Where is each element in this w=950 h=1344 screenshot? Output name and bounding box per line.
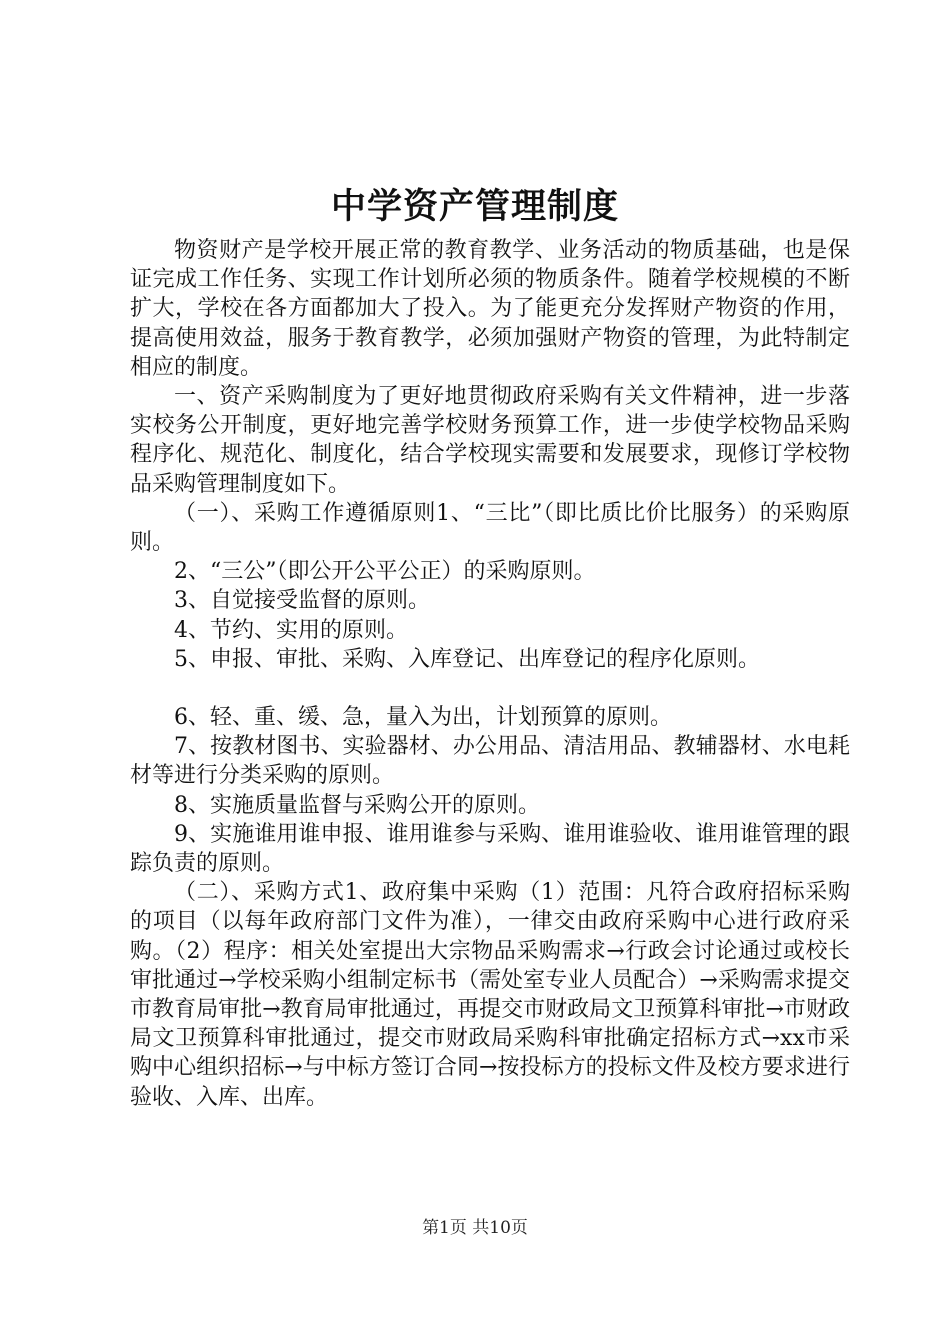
blank-line [130,674,850,703]
paragraph-principle-2: 2、“三公”（即公开公平公正）的采购原则。 [174,559,596,585]
paragraph-section-1: 一、资产采购制度为了更好地贯彻政府采购有关文件精神，进一步落实校务公开制度，更好地完善学校财务预算工作，进一步使学校物品采购程序化、规范化、制度化，结合学校现实需要和发展要求，现修订学校物品采购管理制度如下。 [130,384,850,497]
paragraph-principle-4: 4、节约、实用的原则。 [174,617,408,643]
document-body [130,236,850,1112]
paragraph-principle-9: 9、实施谁用谁申报、谁用谁参与采购、谁用谁验收、谁用谁管理的跟踪负责的原则。 [130,821,850,877]
paragraph-intro: 物资财产是学校开展正常的教育教学、业务活动的物质基础，也是保证完成工作任务、实现工作计划所必须的物质条件。随着学校规模的不断扩大，学校在各方面都加大了投入。为了能更充分发挥财产物资的作用，提高使用效益，服务于教育教学，必须加强财产物资的管理，为此特制定相应的制度。 [130,238,850,380]
paragraph-principle-5: 5、申报、审批、采购、入库登记、出库登记的程序化原则。 [174,646,760,672]
paragraph-principle-6: 6、轻、重、缓、急，量入为出，计划预算的原则。 [174,705,672,731]
paragraph-principles-heading: （一）、采购工作遵循原则1、“三比”（即比质比价比服务）的采购原则。 [130,500,850,556]
paragraph-principle-3: 3、自觉接受监督的原则。 [174,588,430,614]
page-number-footer: 第1页 共10页 [422,1218,528,1238]
paragraph-principle-7: 7、按教材图书、实验器材、办公用品、清洁用品、教辅器材、水电耗材等进行分类采购的原则。 [130,734,850,789]
document-title: 中学资产管理制度 [330,187,619,227]
paragraph-principle-8: 8、实施质量监督与采购公开的原则。 [174,792,540,818]
paragraph-procurement-methods: （二）、采购方式1、政府集中采购（1）范围：凡符合政府招标采购的项目（以每年政府部门文件为准），一律交由政府采购中心进行政府采购。（2）程序：相关处室提出大宗物品采购需求→行政会讨论通过或校长审批通过→学校采购小组制定标书（需处室专业人员配合）→采购需求提交市教育局审批→教育局审批通过，再提交市财政局文卫预算科审批→市财政局文卫预算科审批通过，提交市财政局采购科审批确定招标方式→xx市采购中心组织招标→与中标方签订合同→按投标方的投标文件及校方要求进行验收、入库、出库。 [130,880,850,1110]
